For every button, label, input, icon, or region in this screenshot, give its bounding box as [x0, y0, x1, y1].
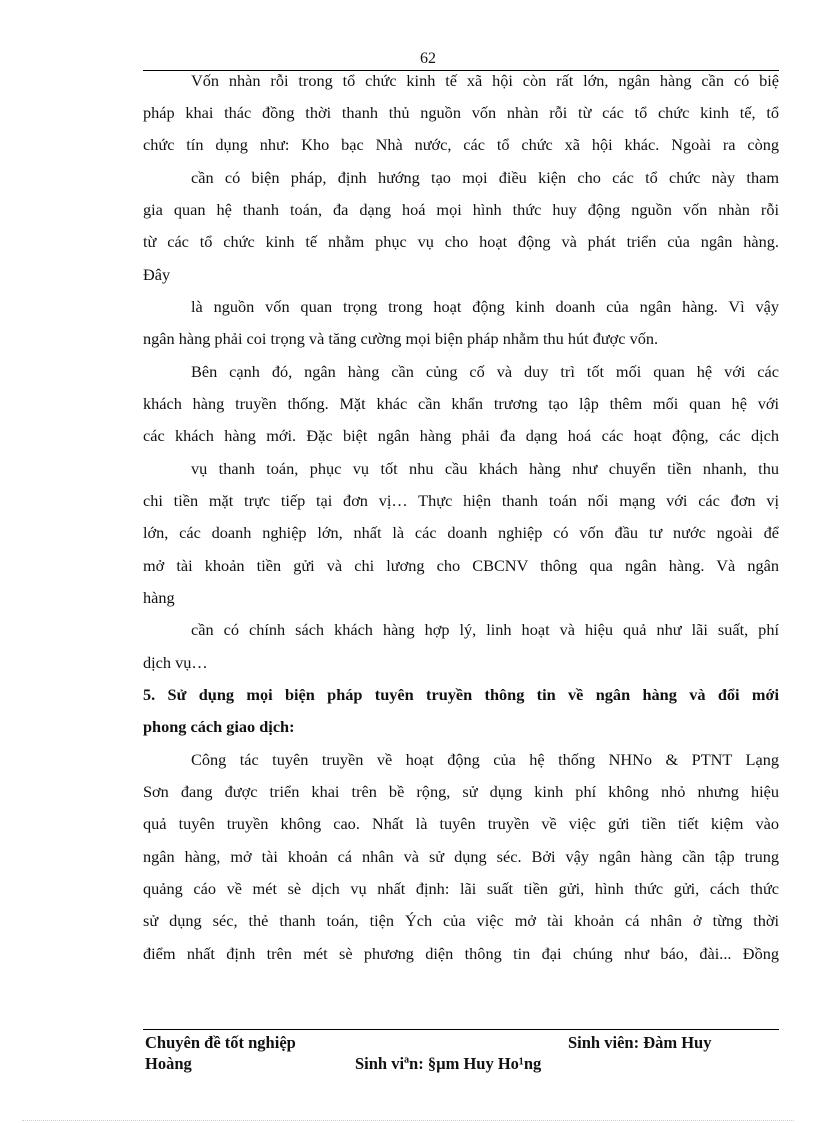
body-line: hàng: [143, 588, 175, 607]
body-line: từ các tổ chức kinh tế nhằm phục vụ cho hoạt động và phát triển của ngân hàng.: [143, 232, 779, 251]
section-heading: 5. Sử dụng mọi biện pháp tuyên truyền thông tin về ngân hàng và đổi mới: [143, 685, 779, 704]
body-line: điểm nhất định trên mét sè phương diện thông tin đại chúng như báo, đài... Đồng: [143, 944, 779, 963]
body-line: các khách hàng mới. Đặc biệt ngân hàng phải đa dạng hoá các hoạt động, các dịch: [143, 426, 779, 445]
body-line: Bên cạnh đó, ngân hàng cần củng cố và duy trì tốt mối quan hệ với các: [191, 362, 779, 381]
body-line: Vốn nhàn rỗi trong tổ chức kinh tế xã hội còn rất lớn, ngân hàng cần có biệ: [191, 71, 779, 90]
body-line: dịch vụ…: [143, 653, 208, 672]
body-line: cần có chính sách khách hàng hợp lý, linh hoạt và hiệu quả như lãi suất, phí: [191, 620, 779, 639]
page-edge-divider: [22, 1120, 794, 1121]
body-line: mở tài khoản tiền gửi và chi lương cho CBCNV thông qua ngân hàng. Và ngân: [143, 556, 779, 575]
body-line: quảng cáo về mét sè dịch vụ nhất định: lãi suất tiền gửi, hình thức gửi, cách thức: [143, 879, 779, 898]
footer-student-name-garbled: Sinh viªn: §µm Huy Ho¹ng: [355, 1054, 542, 1073]
footer-student-name-continued: Hoàng: [145, 1054, 192, 1073]
page-number: 62: [420, 50, 436, 67]
body-line: là nguồn vốn quan trọng trong hoạt động kinh doanh của ngân hàng. Vì vậy: [191, 297, 779, 316]
body-line: chức tín dụng như: Kho bạc Nhà nước, các tổ chức xã hội khác. Ngoài ra còng: [143, 135, 779, 154]
footer-student-name: Sinh viên: Đàm Huy: [568, 1033, 712, 1052]
body-line: sử dụng séc, thẻ thanh toán, tiện Ých của việc mở tài khoản cá nhân ở từng thời: [143, 911, 779, 930]
body-line: ngân hàng phải coi trọng và tăng cường mọi biện pháp nhằm thu hút được vốn.: [143, 329, 659, 348]
body-line: cần có biện pháp, định hướng tạo mọi điều kiện cho các tổ chức này tham: [191, 168, 779, 187]
footer-rule: [143, 1029, 779, 1030]
body-line: khách hàng truyền thống. Mặt khác cần khẩn trương tạo lập thêm mối quan hệ với: [143, 394, 779, 413]
body-line: pháp khai thác đồng thời thanh thủ nguồn vốn nhàn rỗi từ các tổ chức kinh tế, tổ: [143, 103, 779, 122]
body-line: Đây: [143, 265, 171, 284]
body-line: gia quan hệ thanh toán, đa dạng hoá mọi hình thức huy động nguồn vốn nhàn rỗi: [143, 200, 779, 219]
body-line: chi tiền mặt trực tiếp tại đơn vị… Thực hiện thanh toán nối mạng với các đơn vị: [143, 491, 779, 510]
body-line: vụ thanh toán, phục vụ tốt nhu cầu khách hàng như chuyển tiền nhanh, thu: [191, 459, 779, 478]
body-line: Sơn đang được triển khai trên bề rộng, sử dụng kinh phí không nhỏ nhưng hiệu: [143, 782, 779, 801]
body-line: lớn, các doanh nghiệp lớn, nhất là các doanh nghiệp có vốn đầu tư nước ngoài để: [143, 523, 779, 542]
body-line: ngân hàng, mở tài khoản cá nhân và sử dụng séc. Bởi vậy ngân hàng cần tập trung: [143, 847, 779, 866]
body-line: Công tác tuyên truyền về hoạt động của hệ thống NHNo & PTNT Lạng: [191, 750, 779, 769]
footer-thesis-label: Chuyên đề tốt nghiệp: [145, 1033, 296, 1052]
section-heading: phong cách giao dịch:: [143, 717, 295, 736]
body-line: quả tuyên truyền không cao. Nhất là tuyên truyền về việc gửi tiền tiết kiệm vào: [143, 814, 779, 833]
